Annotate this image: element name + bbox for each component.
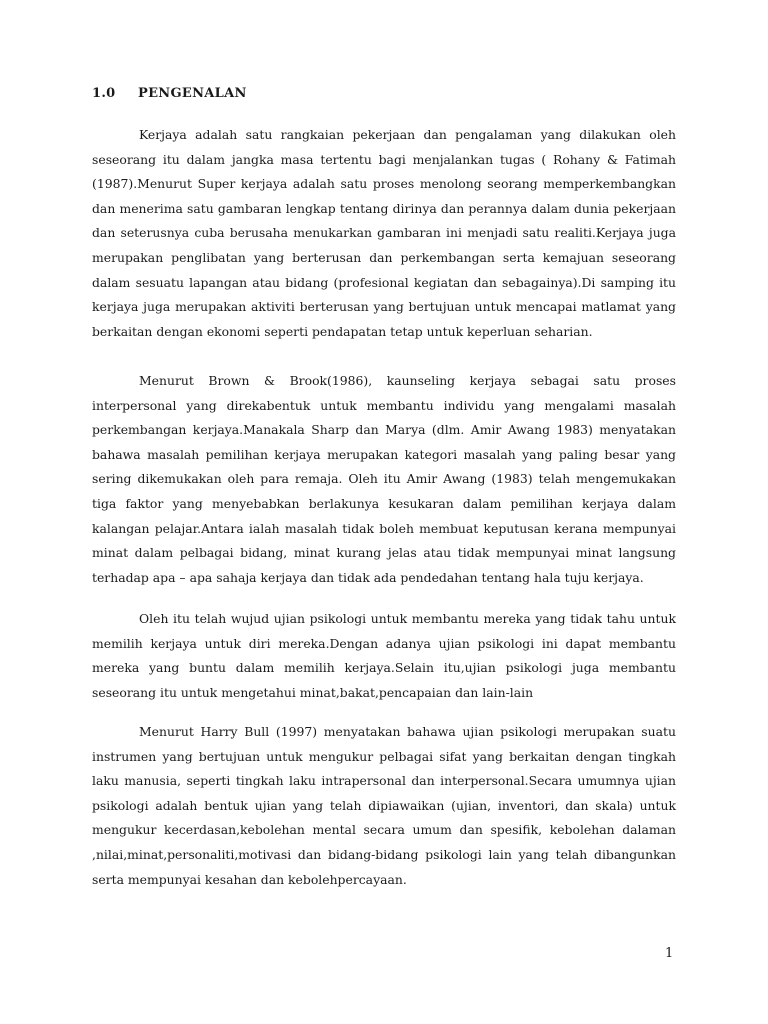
section-number: 1.0 [92,86,116,101]
paragraph-career-counseling: Menurut Brown & Brook(1986), kaunseling kerjaya sebagai satu proses interpersonal yang direkabentuk untuk membantu individu yang mengalami masalah perkembangan kerjaya.Manakala Sharp dan Marya (dlm. Amir Awang 1983) menyatakan bahawa masalah pemilihan kerjaya merupakan kategori masalah yang paling besar yang sering dikemukakan oleh para remaja. Oleh itu Amir Awang (1983) telah mengemukakan tiga faktor yang menyebabkan berlakunya kesukaran dalam pemilihan kerjaya dalam kalangan pelajar.Antara ialah masalah tidak boleh membuat keputusan kerana mempunyai minat dalam pelbagai bidang, minat kurang jelas atau tidak mempunyai minat langsung terhadap apa – apa sahaja kerjaya dan tidak ada pendedahan tentang hala tuju kerjaya. [92,373,676,585]
paragraph-harry-bull: Menurut Harry Bull (1997) menyatakan bahawa ujian psikologi merupakan suatu instrumen yang bertujuan untuk mengukur pelbagai sifat yang berkaitan dengan tingkah laku manusia, seperti tingkah laku intrapersonal dan interpersonal.Secara umumnya ujian psikologi adalah bentuk ujian yang telah dipiawaikan (ujian, inventori, dan skala) untuk mengukur kecerdasan,kebolehan mental secara umum dan spesifik, kebolehan dalaman ,nilai,minat,personaliti,motivasi dan bidang-bidang psikologi lain yang telah dibangunkan serta mempunyai kesahan dan kebolehpercayaan. [92,724,676,887]
section-heading [92,86,247,101]
section-title: PENGENALAN [138,86,247,101]
paragraph-introduction: Kerjaya adalah satu rangkaian pekerjaan dan pengalaman yang dilakukan oleh seseorang itu dalam jangka masa tertentu bagi menjalankan tugas ( Rohany & Fatimah (1987).Menurut Super kerjaya adalah satu proses menolong seorang memperkembangkan dan menerima satu gambaran lengkap tentang dirinya dan perannya dalam dunia pekerjaan dan seterusnya cuba berusaha menukarkan gambaran ini menjadi satu realiti.Kerjaya juga merupakan penglibatan yang berterusan dan perkembangan serta kemajuan seseorang dalam sesuatu lapangan atau bidang (profesional kegiatan dan sebagainya).Di samping itu kerjaya juga merupakan aktiviti berterusan yang bertujuan untuk mencapai matlamat yang berkaitan dengan ekonomi seperti pendapatan tetap untuk keperluan seharian. [92,127,676,339]
page-number: 1 [665,946,674,961]
paragraph-psychological-tests: Oleh itu telah wujud ujian psikologi untuk membantu mereka yang tidak tahu untuk memilih kerjaya untuk diri mereka.Dengan adanya ujian psikologi ini dapat membantu mereka yang buntu dalam memilih kerjaya.Selain itu,ujian psikologi juga membantu seseorang itu untuk mengetahui minat,bakat,pencapaian dan lain-lain [92,611,676,700]
